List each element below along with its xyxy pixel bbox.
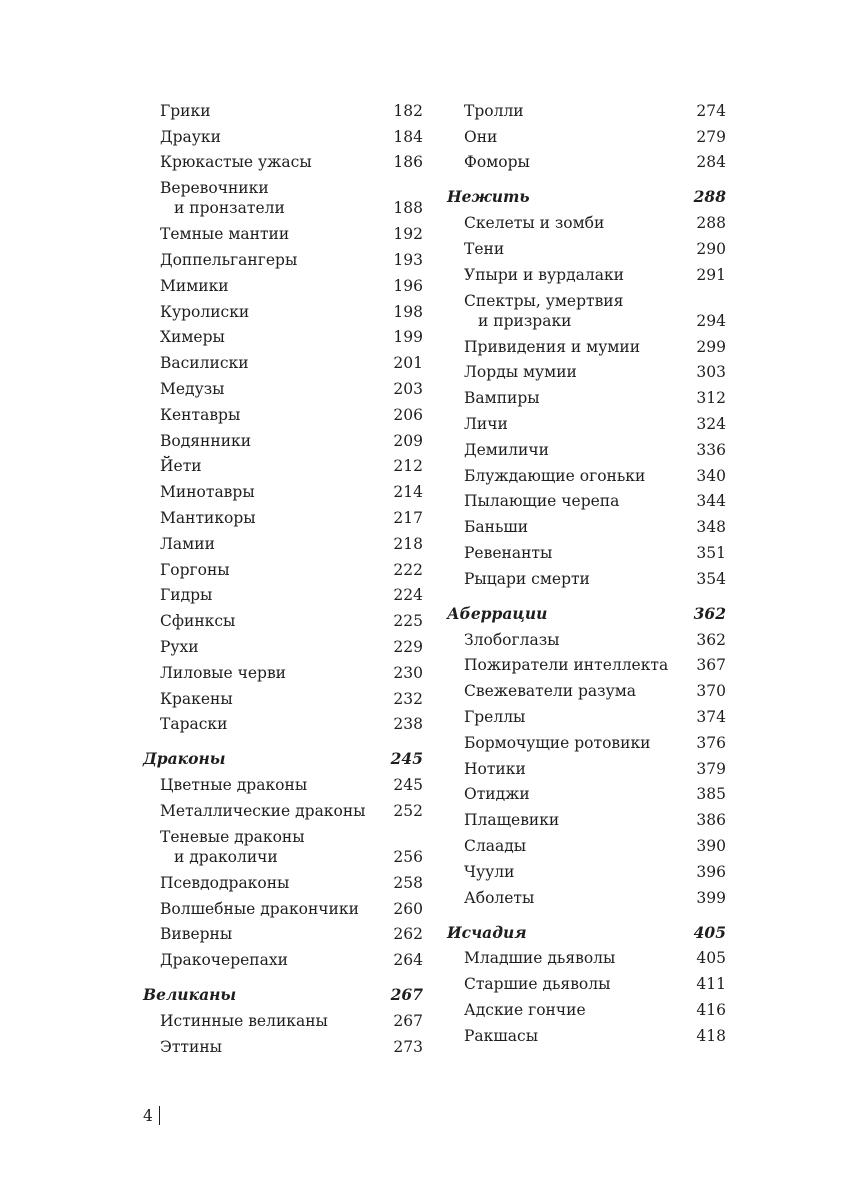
title-line: Тени xyxy=(464,240,505,259)
toc-entry xyxy=(143,505,423,531)
title-line: Крюкастые ужасы xyxy=(160,153,312,172)
page-ref: 362 xyxy=(696,630,726,649)
entry-title xyxy=(447,759,526,779)
title-line: Старшие дьяволы xyxy=(464,975,611,994)
title-line: Греллы xyxy=(464,708,526,727)
page-ref: 405 xyxy=(693,922,726,942)
toc-entry xyxy=(447,653,726,679)
title-line: Плащевики xyxy=(464,811,560,830)
title-line: Горгоны xyxy=(160,560,230,579)
title-line: Рыцари смерти xyxy=(464,569,590,588)
entry-title xyxy=(447,152,530,172)
title-line: Аберрации xyxy=(447,603,548,623)
title-line: Цветные драконы xyxy=(160,776,308,795)
page-number: 4 xyxy=(143,1106,153,1125)
entry-title xyxy=(447,213,604,233)
page-ref: 390 xyxy=(696,837,726,856)
toc-entry xyxy=(143,325,423,351)
title-line: Темные мантии xyxy=(160,225,290,244)
toc-entry xyxy=(447,98,726,124)
title-line: Грики xyxy=(160,101,211,120)
page-ref: 370 xyxy=(696,682,726,701)
entry-title xyxy=(143,224,289,244)
toc-section-heading xyxy=(447,184,726,210)
title-line: Истинные великаны xyxy=(160,1012,328,1030)
toc-entry xyxy=(447,463,726,489)
toc-entry xyxy=(143,124,423,150)
toc-entry xyxy=(143,712,423,738)
entry-title xyxy=(143,1011,328,1031)
toc-section-heading xyxy=(447,601,726,627)
page-ref: 418 xyxy=(696,1026,726,1045)
page-ref: 214 xyxy=(393,483,423,502)
title-line: Адские гончие xyxy=(464,1001,586,1019)
page-ref: 238 xyxy=(393,715,423,734)
title-line: Рухи xyxy=(160,638,199,657)
entry-title xyxy=(447,810,559,830)
entry-title xyxy=(447,974,610,994)
title-line: Личи xyxy=(464,415,508,434)
page-ref: 399 xyxy=(696,888,726,907)
title-line: Ревенанты xyxy=(464,544,553,563)
section-title xyxy=(143,749,226,769)
toc-entry xyxy=(447,540,726,566)
entry-title xyxy=(143,508,256,528)
page-ref: 192 xyxy=(393,225,423,244)
page-ref: 262 xyxy=(393,925,423,944)
page-ref: 196 xyxy=(393,276,423,295)
page-ref: 217 xyxy=(393,509,423,528)
toc-section-heading xyxy=(143,982,423,1008)
toc-entry xyxy=(447,859,726,885)
title-line: Кракены xyxy=(160,689,233,708)
page-ref: 340 xyxy=(696,466,726,485)
page-ref: 198 xyxy=(393,302,423,321)
title-line: Баньши xyxy=(464,518,529,537)
title-line: Отиджи xyxy=(464,785,530,804)
title-line: Металлические драконы xyxy=(160,802,366,821)
title-line: Доппельгангеры xyxy=(160,251,298,270)
page-ref: 267 xyxy=(393,1012,423,1030)
toc-entry xyxy=(447,946,726,972)
title-line: Минотавры xyxy=(160,483,255,502)
page-ref: 396 xyxy=(696,862,726,881)
entry-title xyxy=(143,585,212,605)
title-line: Виверны xyxy=(160,925,233,944)
title-line: Тараски xyxy=(160,715,228,734)
toc-entry xyxy=(143,402,423,428)
page-ref: 351 xyxy=(696,544,726,563)
page-ref: 225 xyxy=(393,612,423,631)
toc-entry xyxy=(143,583,423,609)
toc-entry xyxy=(143,428,423,454)
page-ref: 267 xyxy=(390,985,423,1005)
page-ref: 416 xyxy=(696,1001,726,1019)
page-ref: 252 xyxy=(393,802,423,821)
entry-title xyxy=(143,873,289,893)
title-line: Кентавры xyxy=(160,405,241,424)
toc-entry xyxy=(143,634,423,660)
entry-title xyxy=(143,250,297,270)
page-ref: 245 xyxy=(390,749,423,769)
page-ref: 188 xyxy=(393,199,423,218)
folio-divider xyxy=(159,1106,161,1125)
title-line: Лиловые черви xyxy=(160,663,287,682)
entry-title xyxy=(447,630,560,650)
title-line: Злобоглазы xyxy=(464,630,560,649)
toc-left-column xyxy=(143,98,423,1060)
page-ref: 209 xyxy=(393,431,423,450)
toc-entry xyxy=(447,334,726,360)
entry-title xyxy=(143,302,249,322)
toc-entry xyxy=(143,531,423,557)
title-continuation-line: и драколичи xyxy=(174,847,278,866)
toc-entry xyxy=(447,150,726,176)
page-ref: 294 xyxy=(696,311,726,330)
page-ref: 303 xyxy=(696,363,726,382)
toc-entry xyxy=(447,566,726,592)
page-ref: 232 xyxy=(393,689,423,708)
entry-title xyxy=(447,888,534,908)
toc-entry xyxy=(143,896,423,922)
page-ref: 184 xyxy=(393,127,423,146)
page-ref: 367 xyxy=(696,656,726,675)
entry-title xyxy=(447,836,526,856)
toc-entry xyxy=(447,730,726,756)
entry-title xyxy=(447,655,668,675)
title-line: Бормочущие ротовики xyxy=(464,733,651,752)
entry-title xyxy=(143,689,233,709)
title-line: Упыри и вурдалаки xyxy=(464,265,624,284)
toc-entry xyxy=(447,782,726,808)
title-line: Веревочники xyxy=(160,179,269,198)
title-line: Волшебные дракончики xyxy=(160,899,359,918)
page-ref: 230 xyxy=(393,663,423,682)
title-line: Нежить xyxy=(447,187,530,207)
title-line: Свежеватели разума xyxy=(464,682,637,701)
entry-title xyxy=(143,1037,222,1057)
title-line: Слаады xyxy=(464,837,527,856)
page-ref: 324 xyxy=(696,415,726,434)
page-ref: 274 xyxy=(696,101,726,120)
entry-title xyxy=(447,101,524,121)
page-ref: 258 xyxy=(393,873,423,892)
toc-entry xyxy=(143,454,423,480)
page-ref: 291 xyxy=(696,265,726,284)
title-line: Эттины xyxy=(160,1037,223,1056)
entry-title xyxy=(447,543,552,563)
entry-title xyxy=(447,127,497,147)
title-line: Химеры xyxy=(160,328,225,347)
entry-title xyxy=(143,327,225,347)
toc-section-heading xyxy=(447,920,726,946)
toc-entry xyxy=(447,411,726,437)
toc-entry xyxy=(143,686,423,712)
title-line: Драуки xyxy=(160,127,221,146)
section-title xyxy=(143,985,236,1005)
toc-entry xyxy=(447,489,726,515)
page-ref: 290 xyxy=(696,240,726,259)
toc-entry xyxy=(143,870,423,896)
entry-title xyxy=(447,862,514,882)
page-ref: 222 xyxy=(393,560,423,579)
entry-title xyxy=(143,379,225,399)
entry-title xyxy=(447,491,619,511)
entry-title xyxy=(447,1026,538,1046)
toc-entry xyxy=(447,385,726,411)
page-ref: 203 xyxy=(393,380,423,399)
page-ref: 260 xyxy=(393,899,423,918)
toc-entry xyxy=(143,947,423,973)
page-ref: 186 xyxy=(393,153,423,172)
toc-entry xyxy=(143,299,423,325)
entry-title xyxy=(143,899,359,919)
page-ref: 245 xyxy=(393,776,423,795)
page-ref: 224 xyxy=(393,586,423,605)
title-line: Демиличи xyxy=(464,440,549,459)
toc-entry xyxy=(143,660,423,686)
toc-entry xyxy=(447,756,726,782)
page-ref: 288 xyxy=(696,214,726,233)
page-ref: 218 xyxy=(393,534,423,553)
page-ref: 336 xyxy=(696,440,726,459)
page-ref: 411 xyxy=(696,975,726,994)
page-ref: 376 xyxy=(696,733,726,752)
title-line: Спектры, умертвия xyxy=(464,291,624,310)
entry-title xyxy=(143,276,229,296)
page-ref: 264 xyxy=(393,951,423,970)
entry-title xyxy=(447,517,528,537)
page-ref: 374 xyxy=(696,708,726,727)
page-ref: 182 xyxy=(393,101,423,120)
title-line: Ракшасы xyxy=(464,1026,539,1045)
toc-right-column xyxy=(447,98,726,1049)
toc-entry xyxy=(447,807,726,833)
toc-entry xyxy=(143,1034,423,1060)
title-line: Привидения и мумии xyxy=(464,337,641,356)
entry-title xyxy=(143,101,211,121)
page-ref: 212 xyxy=(393,457,423,476)
entry-title xyxy=(447,707,525,727)
page-ref: 199 xyxy=(393,328,423,347)
toc-entry xyxy=(143,350,423,376)
toc-entry xyxy=(143,247,423,273)
page-ref: 279 xyxy=(696,127,726,146)
toc-entry xyxy=(143,608,423,634)
entry-title xyxy=(143,405,240,425)
toc-entry xyxy=(447,885,726,911)
toc-entry xyxy=(447,360,726,386)
title-line: Мантикоры xyxy=(160,509,256,528)
entry-title xyxy=(143,827,305,867)
entry-title xyxy=(143,801,366,821)
entry-title xyxy=(143,611,235,631)
entry-title xyxy=(143,775,307,795)
title-line: Великаны xyxy=(143,985,237,1005)
toc-entry xyxy=(447,1023,726,1049)
toc-entry xyxy=(447,627,726,653)
title-line: Василиски xyxy=(160,354,249,373)
page-ref: 273 xyxy=(393,1037,423,1056)
title-line: Ламии xyxy=(160,534,215,553)
toc-entry xyxy=(143,150,423,176)
entry-title xyxy=(447,291,623,331)
page-ref: 312 xyxy=(696,389,726,408)
title-line: Драконы xyxy=(143,749,226,769)
page-ref: 348 xyxy=(696,518,726,537)
toc-entry xyxy=(447,514,726,540)
title-line: Сфинксы xyxy=(160,612,236,631)
entry-title xyxy=(143,431,251,451)
entry-title xyxy=(447,388,540,408)
page-ref: 193 xyxy=(393,251,423,270)
toc-entry xyxy=(143,557,423,583)
section-title xyxy=(447,187,530,207)
entry-title xyxy=(447,569,590,589)
page-ref: 379 xyxy=(696,759,726,778)
entry-title xyxy=(143,663,286,683)
toc-entry xyxy=(447,262,726,288)
toc-entry xyxy=(143,798,423,824)
entry-title xyxy=(143,353,249,373)
title-line: Водянники xyxy=(160,431,252,450)
title-line: Куролиски xyxy=(160,302,250,321)
page-ref: 354 xyxy=(696,569,726,588)
page-ref: 405 xyxy=(696,949,726,968)
entry-title xyxy=(143,152,312,172)
entry-title xyxy=(447,414,508,434)
toc-entry xyxy=(447,288,726,334)
entry-title xyxy=(447,784,530,804)
entry-title xyxy=(143,950,288,970)
toc-entry xyxy=(143,824,423,870)
toc-entry xyxy=(447,704,726,730)
entry-title xyxy=(143,178,285,218)
title-line: Лорды мумии xyxy=(464,363,577,382)
section-title xyxy=(447,923,527,943)
toc-entry xyxy=(143,175,423,221)
entry-title xyxy=(447,948,615,968)
title-line: Пылающие черепа xyxy=(464,492,620,511)
title-line: Псевдодраконы xyxy=(160,873,290,892)
title-line: Исчадия xyxy=(447,922,527,942)
title-line: Пожиратели интеллекта xyxy=(464,656,669,675)
entry-title xyxy=(447,239,504,259)
toc-entry xyxy=(143,479,423,505)
page-ref: 299 xyxy=(696,337,726,356)
entry-title xyxy=(143,534,215,554)
section-title xyxy=(447,604,547,624)
entry-title xyxy=(143,924,232,944)
toc-entry xyxy=(447,997,726,1023)
toc-entry xyxy=(447,833,726,859)
toc-entry xyxy=(143,772,423,798)
entry-title xyxy=(447,440,549,460)
title-line: Медузы xyxy=(160,380,225,399)
entry-title xyxy=(447,362,577,382)
entry-title xyxy=(143,560,230,580)
entry-title xyxy=(447,1000,586,1020)
toc-entry xyxy=(143,1008,423,1034)
toc-section-heading xyxy=(143,746,423,772)
title-line: Младшие дьяволы xyxy=(464,949,616,968)
page-ref: 229 xyxy=(393,638,423,657)
page-ref: 344 xyxy=(696,492,726,511)
entry-title xyxy=(447,733,650,753)
title-line: Йети xyxy=(160,457,202,476)
page-ref: 206 xyxy=(393,405,423,424)
toc-entry xyxy=(447,236,726,262)
entry-title xyxy=(143,456,202,476)
title-line: Блуждающие огоньки xyxy=(464,466,646,485)
toc-entry xyxy=(143,376,423,402)
page-ref: 362 xyxy=(693,603,726,623)
title-line: Тролли xyxy=(464,101,524,120)
entry-title xyxy=(447,466,645,486)
title-line: Скелеты и зомби xyxy=(464,214,605,233)
toc-entry xyxy=(447,971,726,997)
title-line: Теневые драконы xyxy=(160,827,305,846)
title-line: Вампиры xyxy=(464,389,540,408)
toc-entry xyxy=(143,922,423,948)
page-ref: 201 xyxy=(393,354,423,373)
page-ref: 256 xyxy=(393,847,423,866)
toc-entry xyxy=(143,273,423,299)
toc-entry xyxy=(447,437,726,463)
entry-title xyxy=(143,714,227,734)
entry-title xyxy=(447,265,624,285)
page-ref: 385 xyxy=(696,785,726,804)
page-ref: 386 xyxy=(696,811,726,830)
entry-title xyxy=(447,337,640,357)
toc-entry xyxy=(447,124,726,150)
title-line: Дракочерепахи xyxy=(160,951,288,970)
page-folio xyxy=(143,1106,160,1125)
title-line: Они xyxy=(464,127,498,146)
toc-entry xyxy=(143,221,423,247)
toc-entry xyxy=(143,98,423,124)
page-ref: 284 xyxy=(696,153,726,172)
title-line: Фоморы xyxy=(464,153,530,172)
page-ref: 288 xyxy=(693,187,726,207)
title-continuation-line: и пронзатели xyxy=(174,199,285,218)
entry-title xyxy=(447,681,636,701)
toc-entry xyxy=(447,210,726,236)
entry-title xyxy=(143,127,221,147)
title-line: Чуули xyxy=(464,862,515,881)
entry-title xyxy=(143,482,255,502)
toc-entry xyxy=(447,678,726,704)
title-continuation-line: и призраки xyxy=(478,311,572,330)
title-line: Нотики xyxy=(464,759,526,778)
title-line: Аболеты xyxy=(464,888,535,907)
title-line: Гидры xyxy=(160,586,213,605)
title-line: Мимики xyxy=(160,276,229,295)
entry-title xyxy=(143,637,199,657)
